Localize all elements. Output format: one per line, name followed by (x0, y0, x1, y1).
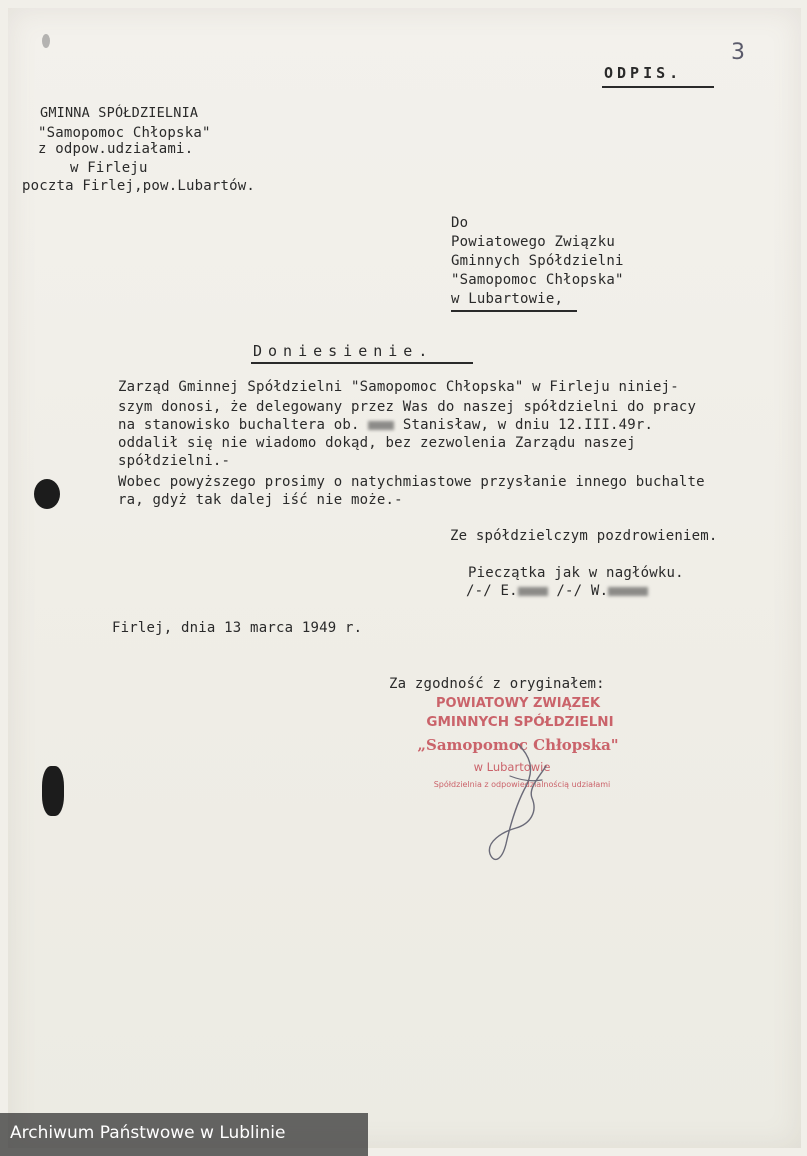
document-title: Doniesienie. (253, 342, 434, 360)
stamp-line: Spółdzielnia z odpowiedzialnością udziałami (433, 780, 611, 789)
punch-hole (42, 766, 64, 816)
handwritten-signature (480, 736, 560, 866)
redacted-signature-right (608, 587, 648, 596)
closing-greeting: Ze spółdzielczym pozdrowieniem. (450, 528, 718, 544)
redacted-signature-left (518, 587, 548, 596)
page-number: 3 (731, 40, 745, 65)
signature-right: /-/ W. (556, 583, 609, 599)
place-date: Firlej, dnia 13 marca 1949 r. (112, 620, 363, 636)
sender-line: poczta Firlej,pow.Lubartów. (22, 178, 255, 194)
recipient-line: Gminnych Spółdzielni (451, 253, 624, 269)
body-line: spółdzielni.- (118, 453, 231, 469)
stamp-line: w Lubartowie (473, 760, 551, 774)
paper-speck (42, 34, 50, 48)
body-line: szym donosi, że delegowany przez Was do naszej spółdzielni do pracy (118, 399, 697, 415)
signature-left: /-/ E. (466, 583, 518, 599)
seal-note: Pieczątka jak w nagłówku. (468, 565, 684, 581)
archive-watermark (0, 1113, 368, 1156)
signature-line (466, 582, 648, 600)
stamp-line: POWIATOWY ZWIĄZEK (435, 696, 601, 711)
recipient-line: "Samopomoc Chłopska" (451, 272, 624, 288)
watermark-text: Archiwum Państwowe w Lublinie (10, 1123, 286, 1143)
recipient-underline (451, 310, 577, 312)
sender-line: z odpow.udziałami. (38, 141, 194, 157)
stamp-line: GMINNYCH SPÓŁDZIELNI (426, 714, 614, 730)
copy-header: ODPIS. (604, 64, 683, 82)
body-line: Wobec powyższego prosimy o natychmiastowe przysłanie innego buchalte (118, 474, 705, 490)
sender-line: GMINNA SPÓŁDZIELNIA (40, 105, 199, 121)
body-line: Zarząd Gminnej Spółdzielni "Samopomoc Chłopska" w Firleju niniej- (118, 379, 679, 395)
body-line: na stanowisko buchaltera ob. Stanisław, w dniu 12.III.49r. (118, 417, 654, 433)
recipient-line: Do (451, 215, 469, 231)
punch-hole (34, 479, 60, 509)
recipient-line: w Lubartowie, (451, 291, 564, 307)
certification-text: Za zgodność z oryginałem: (389, 676, 605, 692)
body-line: ra, gdyż tak dalej iść nie może.- (118, 492, 403, 508)
stamp-line: „Samopomoc Chłopska" (417, 736, 619, 754)
sender-line: "Samopomoc Chłopska" (38, 125, 211, 141)
body-line: oddalił się nie wiadomo dokąd, bez zezwolenia Zarządu naszej (118, 435, 636, 451)
recipient-line: Powiatowego Związku (451, 234, 615, 250)
title-underline (251, 362, 473, 364)
copy-header-underline (602, 86, 714, 88)
redacted-surname (368, 421, 394, 430)
sender-line: w Firleju (70, 160, 148, 176)
